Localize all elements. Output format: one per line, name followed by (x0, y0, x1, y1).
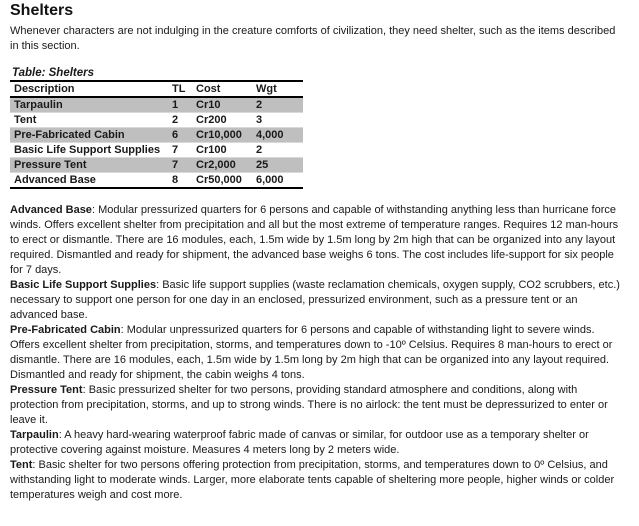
table-row (10, 143, 303, 158)
cell-description: Advanced Base (14, 174, 96, 186)
cell-description: Basic Life Support Supplies (10, 143, 168, 158)
entry-text: Modular unpressurized quarters for 6 persons and capable of withstanding light to severe winds. Offers excellent shelter from precipitation, storms, and temperatures down to -10º Celsius. Requires 8 man-hours to erect or dismantle. There are 16 modules, each, 1.5m wide by 1.5m long by 2m high that can be organized into any layout required. Dismantled and ready for shipment, the cabin weighs 4 tons. (10, 324, 613, 381)
entry-term: Pressure Tent (10, 384, 83, 396)
cell-cost: Cr10 (192, 97, 252, 113)
entry-tarpaulin (10, 428, 624, 458)
cell-tl: 8 (172, 174, 179, 186)
entry-separator: : (58, 429, 65, 441)
entry-text: Basic life support supplies (waste reclamation chemicals, oxygen supply, CO2 scrubbers, etc.) necessary to support one person for one day in an enclosed, pressurized environment, such as a pressure tent or an advanced base. (10, 279, 620, 321)
entry-separator: : (156, 279, 163, 291)
cell-cost: Cr100 (192, 143, 252, 158)
cell-description: Pre-Fabricated Cabin (10, 128, 168, 143)
cell-cost: Cr200 (192, 113, 252, 128)
cell-wgt: 2 (252, 97, 303, 113)
entry-separator: : (120, 324, 127, 336)
header-cost: Cost (192, 81, 252, 97)
cell-wgt: 25 (252, 158, 303, 173)
cell-tl: 6 (168, 128, 192, 143)
table-header-row (10, 81, 303, 97)
cell-description: Pressure Tent (10, 158, 168, 173)
entry-term: Basic Life Support Supplies (10, 279, 157, 291)
entry-text: Basic pressurized shelter for two persons, providing standard atmosphere and conditions, along with protection from precipitation, storms, and up to strong winds. There is no airlock: the tent must be depressurized to enter or leave it. (10, 384, 608, 426)
entry-term: Tent (10, 459, 33, 471)
cell-description: Tent (10, 113, 168, 128)
table-row (10, 113, 303, 128)
cell-cost: Cr2,000 (192, 158, 252, 173)
cell-cost: Cr50,000 (196, 174, 242, 186)
cell-wgt: 2 (252, 143, 303, 158)
entry-pre-fabricated-cabin (10, 323, 624, 383)
shelters-table (10, 80, 303, 189)
item-descriptions (10, 203, 624, 503)
header-description: Description (10, 81, 168, 97)
cell-cost: Cr10,000 (192, 128, 252, 143)
table-row (10, 173, 303, 189)
cell-tl: 7 (168, 143, 192, 158)
entry-basic-life-support-supplies (10, 278, 624, 323)
table-row (10, 158, 303, 173)
page-title: Shelters (10, 2, 74, 19)
entry-separator: : (82, 384, 89, 396)
header-wgt: Wgt (252, 81, 303, 97)
entry-text: A heavy hard-wearing waterproof fabric made of canvas or similar, for outdoor use as a temporary shelter or protective covering against moisture. Measures 4 meters long by 2 meters wide. (10, 429, 589, 456)
cell-wgt: 3 (252, 113, 303, 128)
cell-tl: 1 (168, 97, 192, 113)
cell-tl: 2 (168, 113, 192, 128)
cell-wgt: 6,000 (256, 174, 284, 186)
table-row (10, 128, 303, 143)
table-caption: Table: Shelters (12, 67, 95, 79)
header-tl: TL (168, 81, 192, 97)
cell-wgt: 4,000 (252, 128, 303, 143)
entry-separator: : (32, 459, 39, 471)
entry-term: Pre-Fabricated Cabin (10, 324, 121, 336)
entry-text: Basic shelter for two persons offering protection from precipitation, storms, and temperatures down to 0º Celsius, and withstanding light to moderate winds. Larger, more elaborate tents capable of sheltering more people, higher winds or colder temperatures weigh and cost more. (10, 459, 615, 501)
entry-term: Tarpaulin (10, 429, 59, 441)
entry-text: Modular pressurized quarters for 6 persons and capable of withstanding anything less than hurricane force winds. Offers excellent shelter from precipitation and all but the most extreme of temperature ranges. Requires 12 man-hours to erect or dismantle. There are 16 modules, each, 1.5m wide by 1.5m long by 2m high that can be organized into any layout required. Dismantled and ready for shipment, the advanced base weighs 6 tons. The cost includes life-support for six people for 7 days. (10, 204, 619, 276)
entry-advanced-base (10, 203, 624, 278)
entry-term: Advanced Base (10, 204, 92, 216)
entry-pressure-tent (10, 383, 624, 428)
intro-paragraph: Whenever characters are not indulging in the creature comforts of civilization, they need shelter, such as the items described in this section. (10, 25, 616, 52)
cell-tl: 7 (168, 158, 192, 173)
entry-tent (10, 458, 624, 503)
cell-description: Tarpaulin (10, 97, 168, 113)
table-row (10, 97, 303, 113)
entry-separator: : (91, 204, 99, 216)
